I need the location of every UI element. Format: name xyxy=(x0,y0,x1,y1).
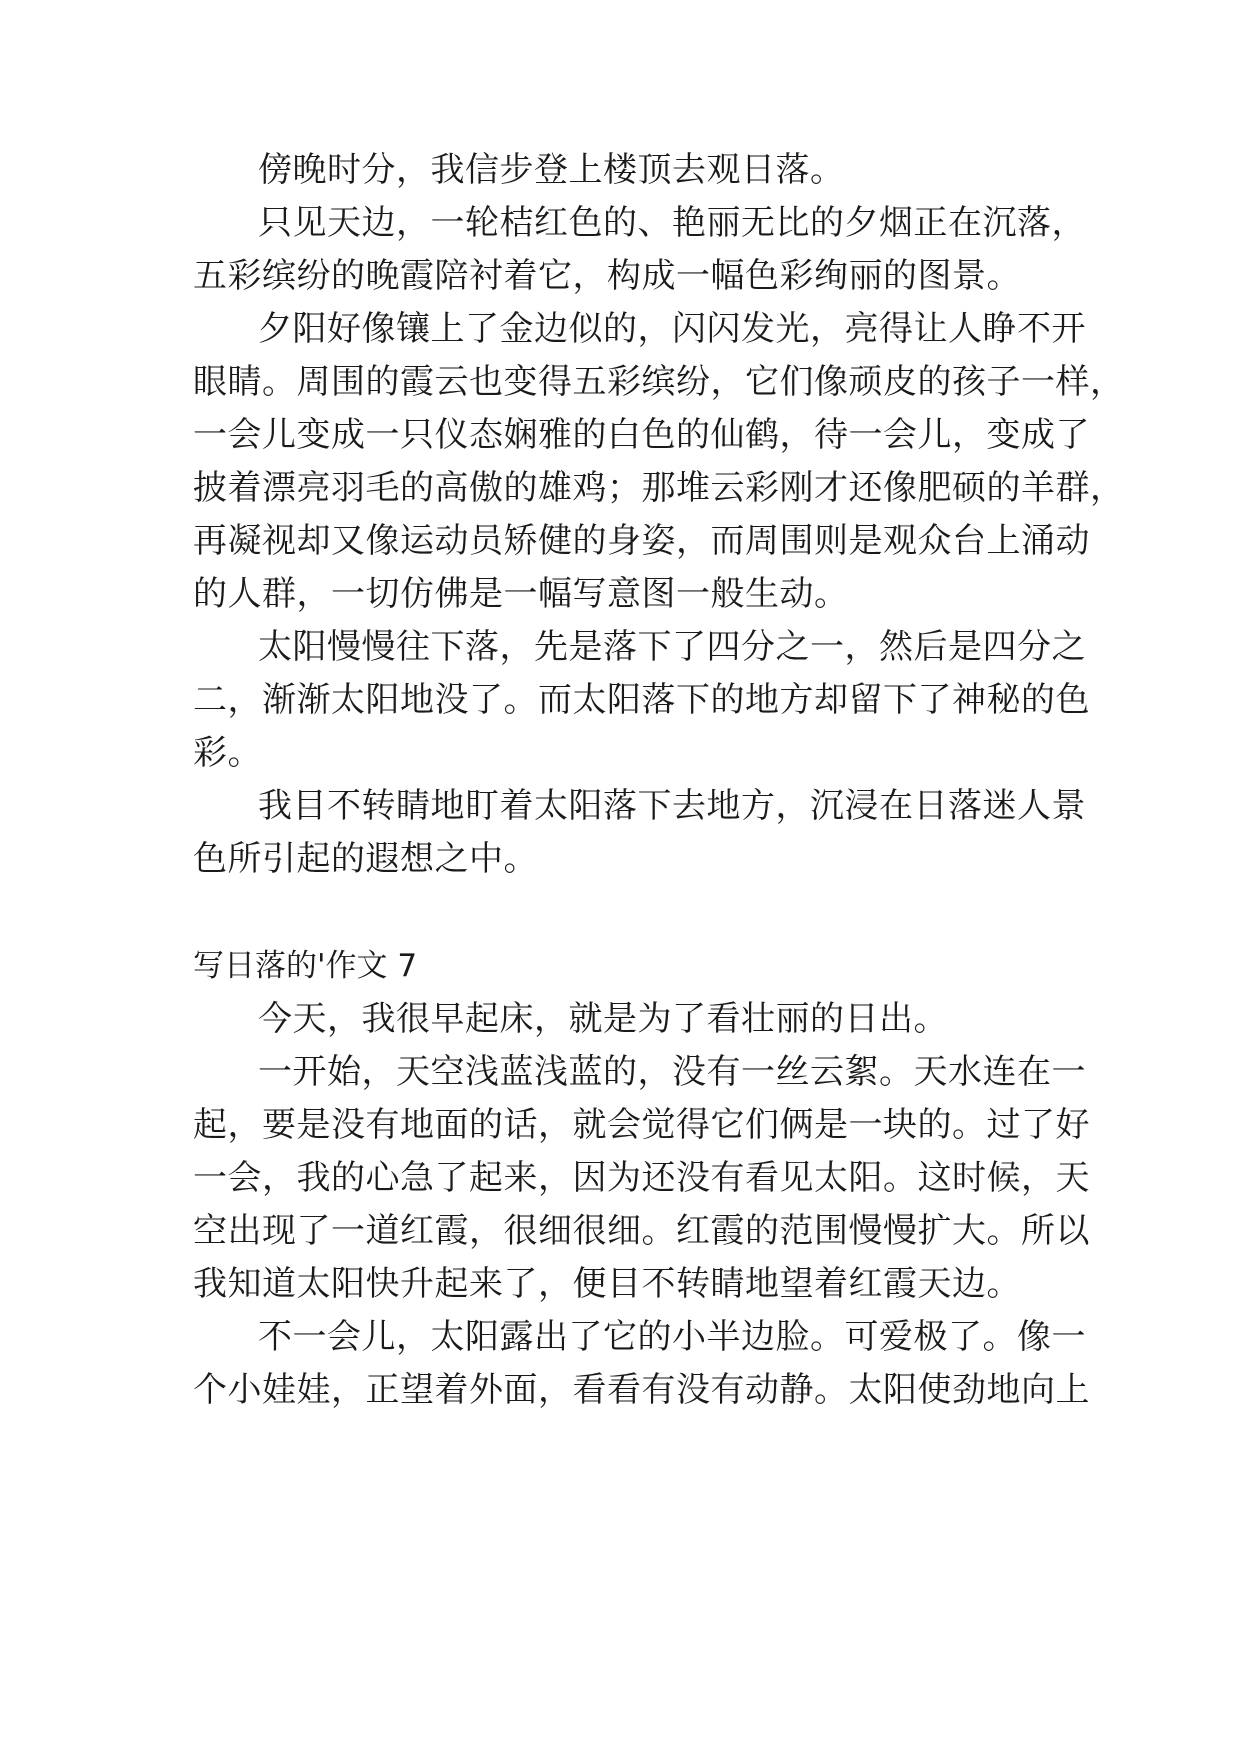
paragraph-line: 再凝视却又像运动员矫健的身姿，而周围则是观众台上涌动 xyxy=(193,521,1090,561)
paragraph-line: 傍晚时分，我信步登上楼顶去观日落。 xyxy=(258,150,845,190)
paragraph-line: 色所引起的遐想之中。 xyxy=(193,839,538,879)
paragraph-line: 不一会儿，太阳露出了它的小半边脸。可爱极了。像一 xyxy=(258,1317,1086,1357)
paragraph-line: 起，要是没有地面的话，就会觉得它们俩是一块的。过了好 xyxy=(193,1105,1090,1145)
paragraph-line: 披着漂亮羽毛的高傲的雄鸡；那堆云彩刚才还像肥硕的羊群， xyxy=(193,468,1125,508)
paragraph-line: 空出现了一道红霞，很细很细。红霞的范围慢慢扩大。所以 xyxy=(193,1211,1090,1251)
section-heading: 写日落的'作文 7 xyxy=(193,948,418,984)
paragraph-line: 彩。 xyxy=(193,733,262,773)
paragraph-line: 夕阳好像镶上了金边似的，闪闪发光，亮得让人睁不开 xyxy=(258,309,1086,349)
paragraph-line: 的人群，一切仿佛是一幅写意图一般生动。 xyxy=(193,574,849,614)
paragraph-line: 五彩缤纷的晚霞陪衬着它，构成一幅色彩绚丽的图景。 xyxy=(193,256,1021,296)
paragraph-line: 我知道太阳快升起来了，便目不转睛地望着红霞天边。 xyxy=(193,1264,1021,1304)
paragraph-line: 个小娃娃，正望着外面，看看有没有动静。太阳使劲地向上 xyxy=(193,1370,1090,1410)
paragraph-line: 只见天边，一轮桔红色的、艳丽无比的夕烟正在沉落， xyxy=(258,203,1086,243)
paragraph-line: 一会儿变成一只仪态娴雅的白色的仙鹤，待一会儿，变成了 xyxy=(193,415,1090,455)
paragraph-line: 眼睛。周围的霞云也变得五彩缤纷，它们像顽皮的孩子一样， xyxy=(193,362,1125,402)
paragraph-line: 太阳慢慢往下落，先是落下了四分之一，然后是四分之 xyxy=(258,627,1086,667)
paragraph-line: 一开始，天空浅蓝浅蓝的，没有一丝云絮。天水连在一 xyxy=(258,1052,1086,1092)
paragraph-line: 我目不转睛地盯着太阳落下去地方，沉浸在日落迷人景 xyxy=(258,786,1086,826)
paragraph-line: 二，渐渐太阳地没了。而太阳落下的地方却留下了神秘的色 xyxy=(193,680,1090,720)
paragraph-line: 一会，我的心急了起来，因为还没有看见太阳。这时候，天 xyxy=(193,1158,1090,1198)
paragraph-line: 今天，我很早起床，就是为了看壮丽的日出。 xyxy=(258,999,948,1039)
